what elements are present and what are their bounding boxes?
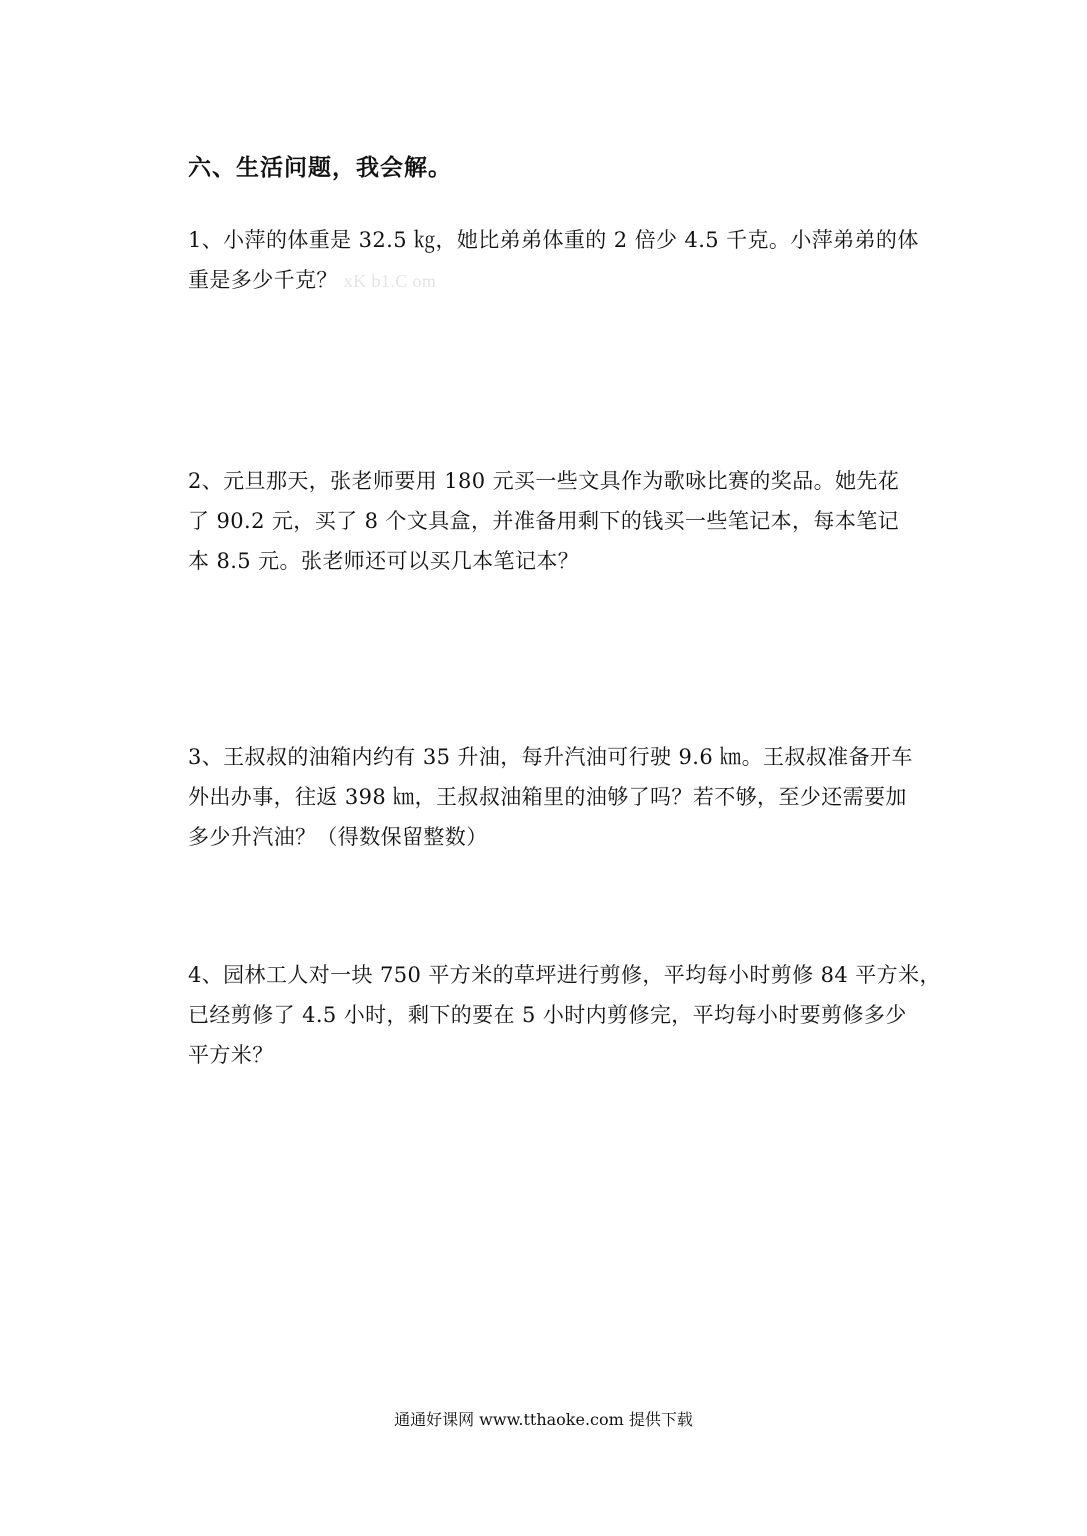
problem-1-line-2: 重是多少千克？	[188, 268, 338, 292]
problem-2-line-1: 2、元旦那天，张老师要用 180 元买一些文具作为歌咏比赛的奖品。她先花	[188, 469, 900, 493]
problem-2-line-2: 了 90.2 元，买了 8 个文具盒，并准备用剩下的钱买一些笔记本，每本笔记	[188, 509, 900, 533]
problem-2	[188, 461, 904, 581]
problem-4-line-2: 已经剪修了 4.5 小时，剩下的要在 5 小时内剪修完，平均每小时要剪修多少	[188, 1003, 907, 1027]
problem-4	[188, 955, 941, 1075]
watermark-text: xK b1.C om	[343, 271, 437, 291]
problem-4-line-3: 平方米？	[188, 1043, 274, 1067]
page-footer: 通通好课网 www.tthaoke.com 提供下载	[394, 1410, 693, 1429]
problem-3	[188, 737, 913, 857]
section-title: 六、生活问题，我会解。	[188, 154, 452, 181]
problem-3-line-2: 外出办事，往返 398 ㎞，王叔叔油箱里的油够了吗？若不够，至少还需要加	[188, 785, 907, 809]
problem-1-line-2-wrap	[188, 260, 904, 301]
problem-1	[188, 220, 919, 301]
problem-4-line-1: 4、园林工人对一块 750 平方米的草坪进行剪修，平均每小时剪修 84 平方米，	[188, 963, 941, 987]
problem-2-line-3: 本 8.5 元。张老师还可以买几本笔记本？	[188, 549, 580, 573]
problem-1-line-1: 1、小萍的体重是 32.5 ㎏，她比弟弟体重的 2 倍少 4.5 千克。小萍弟弟的体	[188, 228, 919, 252]
problem-3-line-1: 3、王叔叔的油箱内约有 35 升油，每升汽油可行驶 9.6 ㎞。王叔叔准备开车	[188, 745, 913, 769]
problem-3-line-3: 多少升汽油？（得数保留整数）	[188, 825, 488, 849]
